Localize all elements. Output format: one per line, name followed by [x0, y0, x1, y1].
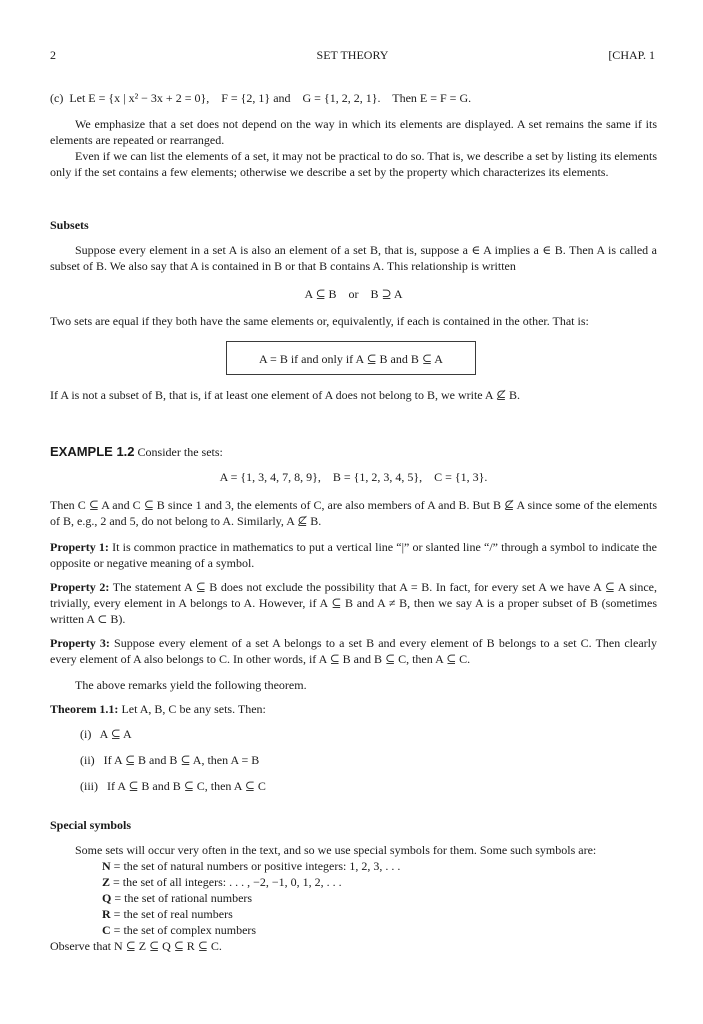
symbol-Z-text: = the set of all integers: . . . , −2, −1, 0, 1, 2, . . .	[110, 875, 342, 889]
symbol-N-line	[102, 858, 602, 874]
symbol-R-text: = the set of real numbers	[110, 907, 233, 921]
symbol-Q-text: = the set of rational numbers	[111, 891, 253, 905]
property-1-label: Property 1:	[50, 540, 109, 554]
theorem-item-i: (i) A ⊆ A	[80, 727, 132, 741]
subsets-heading: Subsets	[50, 218, 89, 232]
symbol-Q-line	[102, 890, 602, 906]
page-number: 2	[50, 48, 56, 62]
property-2-label: Property 2:	[50, 580, 110, 594]
theorem-item-ii: (ii) If A ⊆ B and B ⊆ A, then A = B	[80, 753, 260, 767]
running-header	[50, 47, 655, 63]
observe-line: Observe that N ⊆ Z ⊆ Q ⊆ R ⊆ C.	[50, 939, 222, 953]
subset-formula: A ⊆ B or B ⊇ A	[304, 287, 403, 301]
symbol-Q: Q	[102, 891, 112, 905]
property-2-text: The statement A ⊆ B does not exclude the possibility that A = B. In fact, for every set A we have A ⊆ A since, trivially, every element in A belongs to A. However, if A ⊆ B and A ≠ B, then we say A is a proper subset of B (sometimes written A ⊂ B).	[50, 580, 657, 626]
example-sets: A = {1, 3, 4, 7, 8, 9}, B = {1, 2, 3, 4, 5}, C = {1, 3}.	[219, 470, 488, 484]
property-3-label: Property 3:	[50, 636, 110, 650]
property-3-text: Suppose every element of a set A belongs to a set B and every element of B belongs to a set C. Then clearly every element of A also belongs to C. In other words, if A ⊆ B and B ⊆ C, then A ⊆ C.	[50, 636, 657, 666]
running-title: SET THEORY	[316, 48, 389, 62]
chapter-label: [CHAP. 1	[608, 48, 655, 62]
example-label: EXAMPLE 1.2	[50, 444, 135, 459]
theorem-intro-text: Let A, B, C be any sets. Then:	[121, 702, 266, 716]
example-1-2-intro	[50, 444, 657, 460]
symbol-C-line	[102, 922, 602, 938]
theorem-label: Theorem 1.1:	[50, 702, 119, 716]
remarks-line: The above remarks yield the following theorem.	[75, 678, 307, 692]
property-2	[50, 579, 657, 627]
boxed-equality-text: A = B if and only if A ⊆ B and B ⊆ A	[259, 352, 443, 366]
theorem-intro	[50, 701, 657, 717]
symbol-C-text: = the set of complex numbers	[110, 923, 257, 937]
symbol-R-line	[102, 906, 602, 922]
special-symbols-intro: Some sets will occur very often in the text, and so we use special symbols for them. Some such symbols are:	[75, 843, 597, 857]
special-symbols-heading: Special symbols	[50, 818, 132, 832]
property-1	[50, 539, 657, 571]
subsets-paragraph: Suppose every element in a set A is also an element of a set B, that is, suppose a ∈ A implies a ∈ B. Then A is called a subset of B. We also say that A is contained in B or that B contains A. This relationship is written	[50, 243, 657, 273]
paragraph-emphasize: We emphasize that a set does not depend on the way in which its elements are displayed. A set remains the same if its elements are repeated or rearranged.	[50, 117, 657, 147]
symbol-C: C	[102, 923, 111, 937]
example-c-line: (c) Let E = {x | x² − 3x + 2 = 0}, F = {2, 1} and G = {1, 2, 2, 1}. Then E = F = G.	[50, 91, 472, 105]
not-subset-paragraph: If A is not a subset of B, that is, if at least one element of A does not belong to B, we write A ⊈ B.	[50, 388, 520, 402]
theorem-item-iii: (iii) If A ⊆ B and B ⊆ C, then A ⊆ C	[80, 779, 266, 793]
paragraph-even-if: Even if we can list the elements of a set, it may not be practical to do so. That is, we describe a set by listing its elements only if the set contains a few elements; otherwise we describe a set by the property which characterizes its elements.	[50, 149, 657, 179]
boxed-equality-statement	[226, 341, 476, 375]
symbol-Z: Z	[102, 875, 111, 889]
symbol-N-text: = the set of natural numbers or positive integers: 1, 2, 3, . . .	[110, 859, 401, 873]
equal-sets-paragraph: Two sets are equal if they both have the same elements or, equivalently, if each is contained in the other. That is:	[50, 314, 589, 328]
symbol-R: R	[102, 907, 111, 921]
symbol-Z-line	[102, 874, 602, 890]
example-intro: Consider the sets:	[137, 445, 223, 459]
symbol-N: N	[102, 859, 111, 873]
property-1-text: It is common practice in mathematics to put a vertical line “|” or slanted line “/” through a symbol to indicate the opposite or negative meaning of a symbol.	[50, 540, 658, 570]
property-3	[50, 635, 657, 667]
example-paragraph: Then C ⊆ A and C ⊆ B since 1 and 3, the elements of C, are also members of A and B. But B ⊈ A since some of the elements of B, e.g., 2 and 5, do not belong to A. Similarly, A ⊈ B.	[50, 498, 657, 528]
